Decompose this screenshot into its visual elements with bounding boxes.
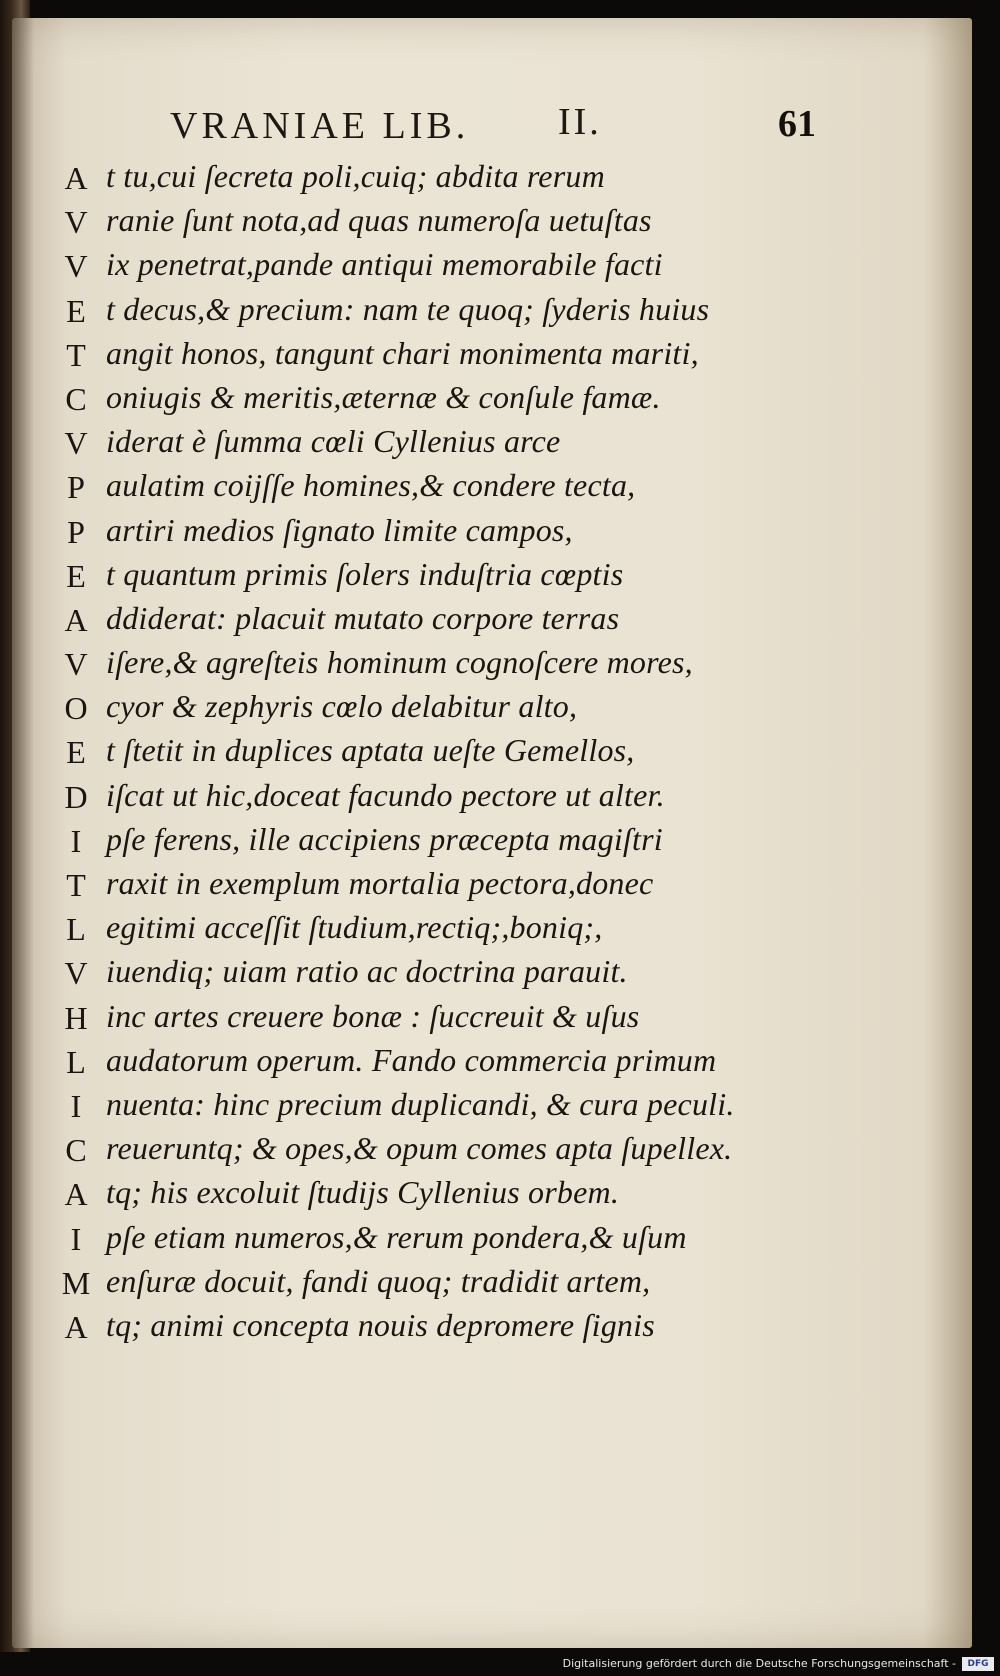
verse-initial: L [66, 1043, 86, 1080]
verse-line [56, 732, 776, 776]
verse-text: t ſtetit in duplices aptata ueſte Gemellos, [106, 732, 635, 769]
verse-line [56, 512, 776, 556]
book-number: II. [558, 101, 602, 143]
verse-initial: I [70, 1087, 82, 1124]
page-number: 61 [778, 103, 816, 145]
verse-text: oniugis & meritis,æternæ & conſule famæ. [106, 378, 661, 415]
verse-text: ddiderat: placuit mutato corpore terras [106, 599, 620, 636]
verse-initial: V [64, 646, 88, 683]
verse-line [56, 246, 776, 290]
verse-text: reueruntq; & opes,& opum comes apta ſupellex. [106, 1130, 733, 1167]
verse-line [56, 1219, 776, 1263]
verse-initial: P [67, 513, 85, 550]
verse-text: raxit in exemplum mortalia pectora,donec [106, 865, 654, 901]
verse-line [56, 335, 776, 379]
verse-text: iſcat ut hic,doceat facundo pectore ut alter. [106, 776, 665, 813]
verse-line [56, 379, 776, 423]
verse-initial: I [70, 1220, 82, 1257]
verse-text: tq; animi concepta nouis depromere ſignis [106, 1306, 655, 1343]
verse-text: egitimi acceſſit ſtudium,rectiq;,boniq;, [106, 909, 603, 946]
verse-line [56, 998, 776, 1042]
verse-initial: T [66, 336, 86, 373]
verse-line [56, 777, 776, 821]
verse-line [56, 909, 776, 953]
verse-initial: A [64, 1176, 88, 1213]
verse-initial: I [70, 822, 82, 859]
footer-bar [0, 1652, 1000, 1676]
verse-line [56, 423, 776, 467]
verse-text: t tu,cui ſecreta poli,cuiq; abdita rerum [106, 158, 605, 194]
verse-line [56, 1130, 776, 1174]
verse-initial: V [64, 955, 88, 992]
verse-initial: V [64, 204, 88, 241]
verse-line [56, 1307, 776, 1351]
verse-text: artiri medios ſignato limite campos, [106, 511, 573, 548]
verse-initial: A [64, 160, 88, 196]
verse-line [56, 953, 776, 997]
verse-text: cyor & zephyris cœlo delabitur alto, [106, 688, 578, 725]
running-title: VRANIAE LIB. [170, 105, 470, 147]
verse-text: ix penetrat,pande antiqui memorabile facti [106, 246, 663, 283]
verse-line [56, 1174, 776, 1218]
verse-text: iſere,& agreſteis hominum cognoſcere mores, [106, 644, 693, 681]
verse-line [56, 600, 776, 644]
verse-text: tq; his excoluit ſtudijs Cyllenius orbem. [106, 1174, 620, 1211]
verse-line [56, 865, 776, 909]
verse-text: nuenta: hinc precium duplicandi, & cura peculi. [106, 1085, 735, 1122]
digitization-credit: Digitalisierung gefördert durch die Deutsche Forschungsgemeinschaft - [562, 1657, 956, 1670]
verse-line [56, 556, 776, 600]
verse-text: enſuræ docuit, fandi quoq; tradidit artem, [106, 1262, 651, 1299]
verse-text: iderat è ſumma cœli Cyllenius arce [106, 423, 561, 460]
verse-line [56, 821, 776, 865]
verse-text: aulatim coijſſe homines,& condere tecta, [106, 467, 636, 504]
dfg-logo: DFG [962, 1657, 994, 1671]
verse-text: t decus,& precium: nam te quoq; ſyderis huius [106, 290, 710, 327]
verse-text: iuendiq; uiam ratio ac doctrina parauit. [106, 953, 628, 990]
verse-text: t quantum primis ſolers induſtria cœptis [106, 555, 624, 592]
verse-text: pſe ferens, ille accipiens præcepta magiſtri [106, 820, 663, 857]
verse-line [56, 158, 776, 202]
verse-text: ranie ſunt nota,ad quas numeroſa uetuſtas [106, 202, 652, 239]
verse-line [56, 291, 776, 335]
verse-initial: V [64, 248, 88, 285]
verse-initial: E [66, 292, 86, 329]
verse-initial: E [66, 734, 86, 771]
verse-initial: C [65, 380, 87, 417]
verse-initial: V [64, 425, 88, 462]
verse-line [56, 1086, 776, 1130]
verse-initial: L [66, 911, 86, 948]
verse-initial: M [61, 1264, 91, 1301]
verse-line [56, 467, 776, 511]
verse-line [56, 202, 776, 246]
verse-block [56, 158, 776, 1351]
verse-text: audatorum operum. Fando commercia primum [106, 1041, 717, 1078]
verse-initial: P [67, 469, 85, 506]
verse-text: angit honos, tangunt chari monimenta mariti, [106, 334, 699, 371]
verse-initial: A [64, 601, 88, 638]
verse-initial: D [64, 778, 88, 815]
verse-line [56, 1042, 776, 1086]
verse-initial: A [64, 1308, 88, 1345]
verse-line [56, 688, 776, 732]
verse-initial: H [64, 999, 88, 1036]
verse-line [56, 1263, 776, 1307]
verse-initial: T [66, 867, 86, 903]
verse-initial: E [66, 557, 86, 594]
verse-text: pſe etiam numeros,& rerum pondera,& uſum [106, 1218, 687, 1255]
verse-line [56, 644, 776, 688]
verse-initial: C [65, 1132, 87, 1169]
verse-text: inc artes creuere bonæ : ſuccreuit & uſus [106, 997, 640, 1034]
gutter-shadow [12, 18, 34, 1648]
verse-initial: O [64, 690, 88, 727]
